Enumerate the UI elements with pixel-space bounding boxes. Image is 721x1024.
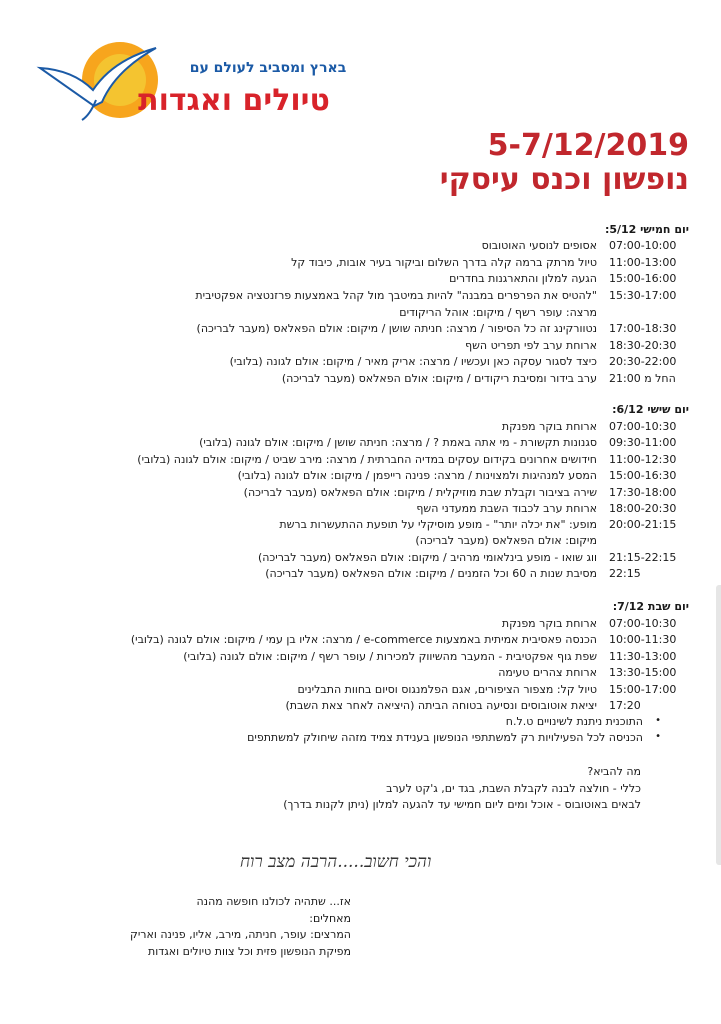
schedule-row bbox=[60, 551, 689, 567]
schedule-row bbox=[60, 486, 689, 502]
closing-line: המרצים: עופר, חניתה, מירב, אליו, פנינה ואריק bbox=[130, 928, 351, 941]
row-desc: מיקום: אולם הפאלאס (מעבר לבריכה) bbox=[415, 534, 597, 547]
schedule-row bbox=[60, 372, 689, 388]
schedule-row bbox=[60, 469, 689, 485]
row-desc: ווג שואו - מופע בינלאומי מרהיב / מיקום: אולם הפאלאס (מעבר לבריכה) bbox=[257, 551, 597, 564]
row-desc: ארוחת ערב לכבוד השבת ממעדני השף bbox=[416, 502, 597, 515]
row-time: 22:15 bbox=[609, 567, 641, 580]
schedule-row bbox=[60, 239, 689, 255]
logo-line2: טיולים ואגדות bbox=[138, 83, 330, 118]
row-time: 13:30-15:00 bbox=[609, 666, 677, 679]
schedule-row bbox=[60, 633, 689, 649]
schedule-row bbox=[60, 355, 689, 371]
row-desc: ארוחת ערב לפי תפריט השף bbox=[465, 339, 597, 352]
row-time: 07:00-10:30 bbox=[609, 617, 677, 630]
row-time: 07:00-10:00 bbox=[609, 239, 677, 252]
bullet-icon: • bbox=[655, 715, 661, 726]
event-date: 5-7/12/2019 bbox=[487, 128, 689, 163]
row-desc: ערב בידור ומסיבת ריקודים / מיקום: אולם הפאלאס (מעבר לבריכה) bbox=[281, 372, 597, 385]
edge-panel-handle[interactable] bbox=[716, 585, 721, 865]
schedule-row bbox=[60, 322, 689, 338]
row-time: 15:30-17:00 bbox=[609, 289, 677, 302]
row-desc: נטוורקינג זה כל הסיפור / מרצה: חניתה שושן / מיקום: אולם הפאלאס (מעבר לבריכה) bbox=[196, 322, 597, 335]
row-time: 07:00-10:30 bbox=[609, 420, 677, 433]
bring-line-general: כללי - חולצה לבנה לקבלת השבת, בגד ים, ג'קט לערב bbox=[386, 782, 641, 795]
logo-graphic bbox=[38, 40, 347, 128]
schedule-row bbox=[60, 339, 689, 355]
row-desc: שפת גוף אפקטיבית - המעבר מהשיווק למכירות / עופר רשף / מיקום: אולם לגונה (בלובי) bbox=[183, 650, 597, 663]
row-desc: ארוחת בוקר מפנקת bbox=[501, 420, 597, 433]
row-time: 21:15-22:15 bbox=[609, 551, 677, 564]
row-desc: המסע למנהיגות ולמצוינות / מרצה: פנינה רייפמן / מיקום: אולם לגונה (בלובי) bbox=[237, 469, 597, 482]
logo bbox=[38, 40, 347, 128]
row-time: 20:00-21:15 bbox=[609, 518, 677, 531]
bring-heading: מה להביא? bbox=[587, 765, 641, 778]
row-time: 15:00-16:00 bbox=[609, 272, 677, 285]
page-title: נופשון וכנס עיסקי bbox=[439, 162, 689, 197]
schedule-row bbox=[60, 502, 689, 518]
bring-line-bus: לבאים באוטובוס - אוכל ומים ליום חמישי עד להגעה למלון (ניתן לקנות בדרך) bbox=[283, 798, 641, 811]
row-desc: טיול מרתק ברמה קלה בדרך השלום וביקור בעיר אובות, כיבוד קל bbox=[291, 256, 597, 269]
day-heading-saturday: יום שבת 7/12: bbox=[612, 600, 689, 613]
closing-line: מפיקת הנופשון פזית וכל צוות טיולים ואגדות bbox=[148, 945, 351, 958]
schedule-row bbox=[60, 666, 689, 682]
schedule-row bbox=[60, 289, 689, 305]
row-desc: מסיבת שנות ה 60 וכל הזמנים / מיקום: אולם הפאלאס (מעבר לבריכה) bbox=[265, 567, 597, 580]
day-heading-thursday: יום חמישי 5/12: bbox=[604, 223, 689, 236]
row-desc: שירה בציבור וקבלת שבת מוזיקלית / מיקום: אולם הפאלאס (מעבר לבריכה) bbox=[243, 486, 597, 499]
row-time: 17:00-18:30 bbox=[609, 322, 677, 335]
row-time: 10:00-11:30 bbox=[609, 633, 677, 646]
note-text: הכניסה לכל הפעילויות רק למשתתפי הנופשון בענידת צמיד מזהה שיחולק למשתתפים bbox=[247, 731, 643, 744]
row-desc: יציאת אוטובוסים ונסיעה בטוחה הביתה (היציאה לאחר צאת השבת) bbox=[285, 699, 597, 712]
row-desc: חידושים אחרונים בקידום עסקים במדיה החברתית / מרצה: מירב שביט / מיקום: אולם לגונה (בלובי) bbox=[137, 453, 597, 466]
day-heading-friday: יום שישי 6/12: bbox=[612, 403, 689, 416]
closing-line: מאחלים: bbox=[309, 912, 351, 925]
row-desc: "להטיס את הפרפרים במבנה" להיות במיטבך מול קהל באמצעות פרזנטציה אפקטיבית bbox=[195, 289, 597, 302]
row-desc: הכנסה פאסיבית אמיתית באמצעות e-commerce / מרצה: אליו בן עמי / מיקום: אולם לגונה (בלובי) bbox=[130, 633, 597, 646]
row-time: 18:00-20:30 bbox=[609, 502, 677, 515]
row-time: 09:30-11:00 bbox=[609, 436, 677, 449]
schedule-row bbox=[60, 256, 689, 272]
row-time: 20:30-22:00 bbox=[609, 355, 677, 368]
schedule-row bbox=[60, 272, 689, 288]
row-time: 17:30-18:00 bbox=[609, 486, 677, 499]
row-time: 11:00-12:30 bbox=[609, 453, 677, 466]
row-time: 11:00-13:00 bbox=[609, 256, 677, 269]
row-time: החל מ 21:00 bbox=[609, 372, 676, 385]
row-time: 15:00-17:00 bbox=[609, 683, 677, 696]
row-desc: מרצה: עופר רשף / מיקום: אוהל הריקודים bbox=[399, 306, 597, 319]
row-desc: ארוחת צהרים טעימה bbox=[498, 666, 597, 679]
schedule-row bbox=[60, 420, 689, 436]
note-bullet bbox=[60, 731, 689, 747]
schedule-row bbox=[60, 534, 689, 550]
row-desc: אסופים לנוסעי האוטובוס bbox=[481, 239, 597, 252]
bullet-icon: • bbox=[655, 731, 661, 742]
row-desc: סגנונות תקשורת - מי אתה באמת ? / מרצה: חניתה שושן / מיקום: אולם לגונה (בלובי) bbox=[199, 436, 597, 449]
closing-line: אז... שתהיה לכולנו חופשה מהנה bbox=[196, 895, 351, 908]
note-text: התוכנית ניתנת לשינויים ט.ל.ח bbox=[505, 715, 643, 728]
schedule-row bbox=[60, 683, 689, 699]
note-bullet bbox=[60, 715, 689, 731]
schedule-row bbox=[60, 453, 689, 469]
row-desc: מופע: "את יכלה יותר" - מופע מוסיקלי על תופעת ההתעשרות ברשת bbox=[279, 518, 597, 531]
signoff-handwriting: והכי חשוב.....הרבה מצב רוח bbox=[240, 852, 432, 872]
row-desc: כיצד לסגור עסקה כאן ועכשיו / מרצה: אריק מאיר / מיקום: אולם לגונה (בלובי) bbox=[229, 355, 597, 368]
schedule-row bbox=[60, 306, 689, 322]
row-desc: טיול קל: מצפור הציפורים, אגם הפלמנגוס וסיום בחוות התבלינים bbox=[297, 683, 597, 696]
logo-line1: בארץ ומסביב לעולם עם bbox=[189, 60, 347, 76]
row-time: 18:30-20:30 bbox=[609, 339, 677, 352]
schedule-row bbox=[60, 617, 689, 633]
schedule-row bbox=[60, 699, 689, 715]
schedule-row bbox=[60, 436, 689, 452]
row-desc: הגעה למלון והתארגנות בחדרים bbox=[449, 272, 597, 285]
schedule-row bbox=[60, 650, 689, 666]
row-time: 17:20 bbox=[609, 699, 641, 712]
row-time: 15:00-16:30 bbox=[609, 469, 677, 482]
schedule-row bbox=[60, 567, 689, 583]
row-time: 11:30-13:00 bbox=[609, 650, 677, 663]
row-desc: ארוחת בוקר מפנקת bbox=[501, 617, 597, 630]
schedule-row bbox=[60, 518, 689, 534]
